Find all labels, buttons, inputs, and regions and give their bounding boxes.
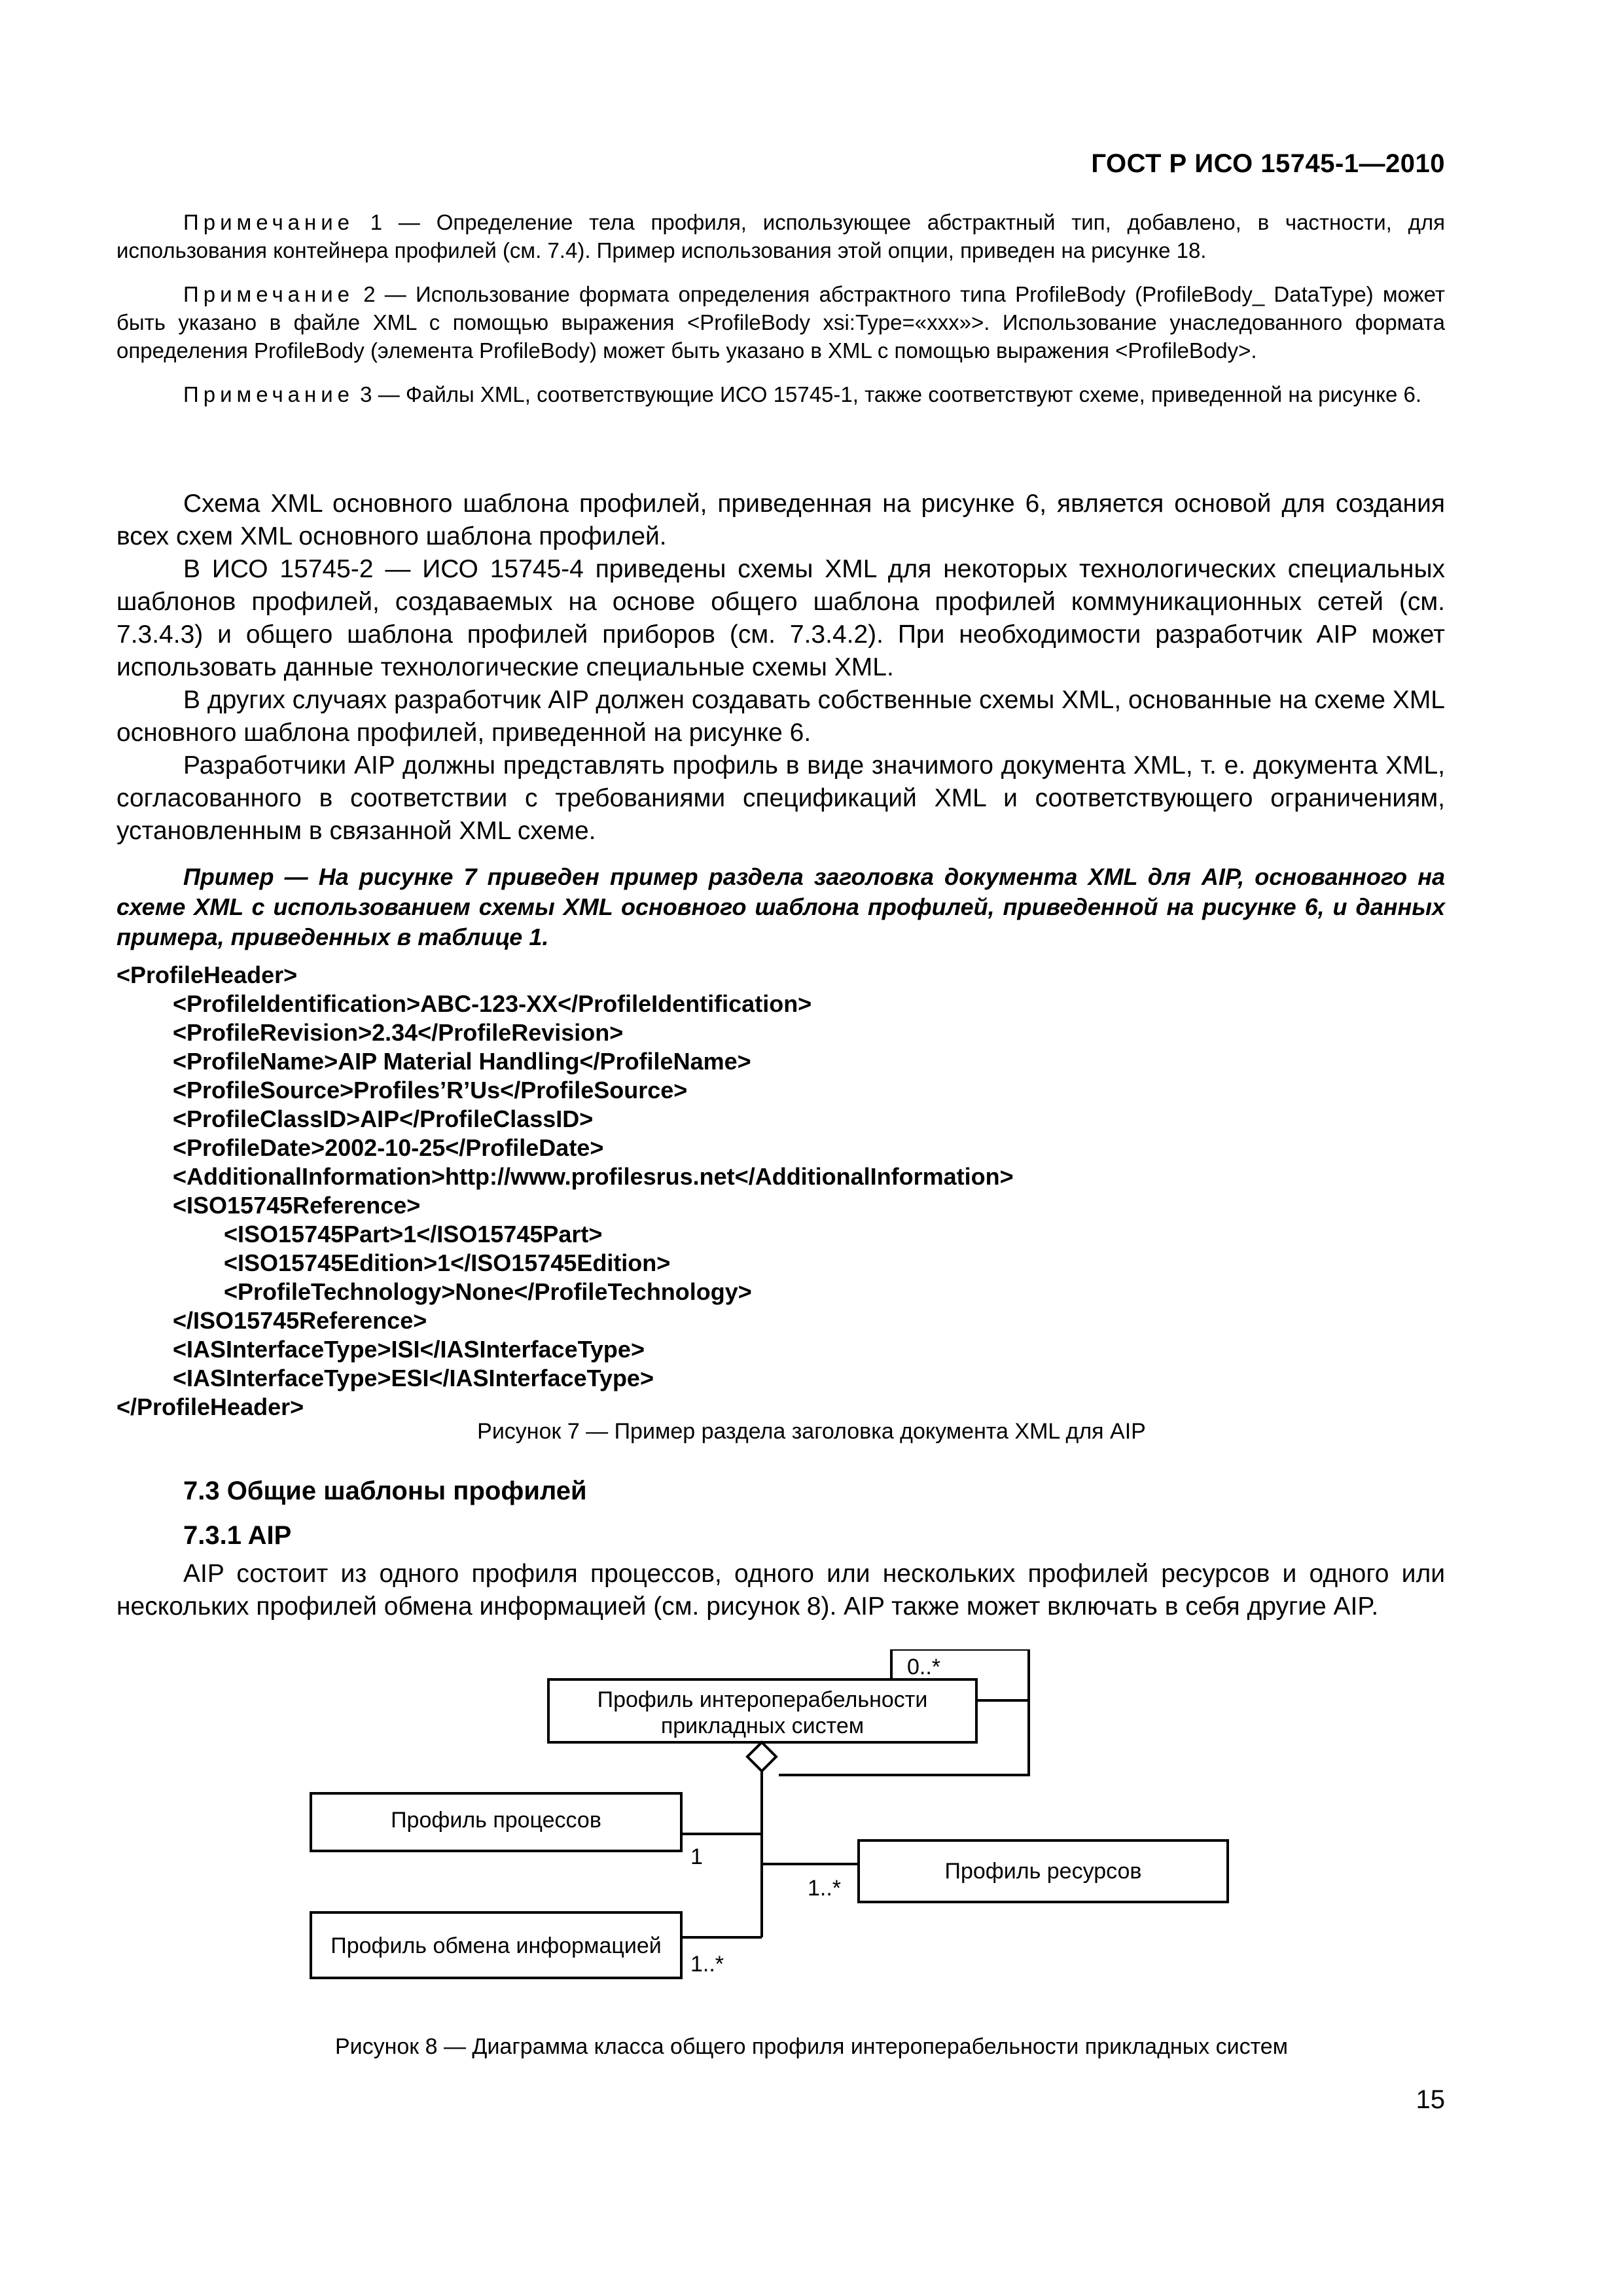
- xml-line: <AdditionalInformation>http://www.profilesrus.net</AdditionalInformation>: [173, 1163, 1014, 1190]
- info-multiplicity: 1..*: [690, 1952, 724, 1977]
- xml-line: <ProfileIdentification>ABC-123-XX</ProfileIdentification>: [173, 990, 812, 1017]
- paragraph: В других случаях разработчик AIP должен создавать собственные схемы XML, основанные на схеме XML основного шаблона профилей, приведенной на рисунке 6.: [116, 686, 1445, 747]
- note-label: Примечание: [183, 382, 355, 406]
- aip-box-label-2: прикладных систем: [660, 1713, 865, 1738]
- note-text: 3 — Файлы XML, соответствующие ИСО 15745-1, также соответствуют схеме, приведенной на рисунке 6.: [354, 382, 1422, 406]
- xml-line: <ISO15745Reference>: [173, 1192, 421, 1219]
- section-heading-7-3-1: 7.3.1 AIP: [183, 1521, 292, 1550]
- section-7-3-1-body: [116, 1558, 1445, 1623]
- xml-code-block: [116, 961, 1014, 1422]
- note-1: [116, 208, 1445, 264]
- note-text: 1 — Определение тела профиля, использующее абстрактный тип, добавлено, в частности, для использования контейнера профилей (см. 7.4). Пример использования этой опции, приведен на рисунке 18.: [116, 210, 1445, 262]
- process-multiplicity: 1: [690, 1844, 703, 1869]
- xml-line: <ISO15745Part>1</ISO15745Part>: [224, 1221, 603, 1247]
- example-paragraph: Пример — На рисунке 7 приведен пример раздела заголовка документа XML для AIP, основанного на схеме XML с использованием схемы XML основного шаблона профилей, приведенной на рисунке 6, и данных примера, приведенных в таблице 1.: [116, 863, 1445, 950]
- aggregation-diamond-icon: [747, 1742, 776, 1771]
- paragraph: Разработчики AIP должны представлять профиль в виде значимого документа XML, т. е. документа XML, согласованного в соответствии с требованиями спецификаций XML и соответствующего ограничениям, установленным в связанной XML схеме.: [116, 751, 1445, 845]
- xml-line: <ProfileClassID>AIP</ProfileClassID>: [173, 1105, 594, 1132]
- resource-box-label: Профиль ресурсов: [944, 1859, 1142, 1884]
- xml-line: <ProfileRevision>2.34</ProfileRevision>: [173, 1019, 624, 1046]
- self-multiplicity: 0..*: [907, 1655, 941, 1679]
- paragraph: AIP состоит из одного профиля процессов, одного или нескольких профилей ресурсов и одного или нескольких профилей обмена информацией (см. рисунок 8). AIP также может включать в себя другие AIP.: [116, 1560, 1445, 1621]
- note-label: Примечание: [183, 210, 355, 234]
- main-text-block: [116, 488, 1445, 952]
- page-number: 15: [1416, 2085, 1445, 2114]
- figure-8-caption: Рисунок 8 — Диаграмма класса общего профиля интероперабельности прикладных систем: [334, 2034, 1289, 2059]
- process-box-label: Профиль процессов: [391, 1808, 601, 1833]
- xml-line: <IASInterfaceType>ISI</IASInterfaceType>: [173, 1336, 645, 1363]
- section-heading-7-3: 7.3 Общие шаблоны профилей: [183, 1477, 587, 1505]
- aip-box-label-1: Профиль интероперабельности: [597, 1687, 928, 1712]
- note-text: 2 — Использование формата определения абстрактного типа ProfileBody (ProfileBody_ DataType) может быть указано в файле XML с помощью выражения <ProfileBody xsi:Type=«xxx»>. Использование унаследованного формата определения ProfileBody (элемента ProfileBody) может быть указано в XML с помощью выражения <ProfileBody>.: [116, 282, 1445, 363]
- notes-block: [116, 208, 1445, 424]
- info-box-label: Профиль обмена информацией: [330, 1933, 662, 1958]
- page-header-standard: ГОСТ Р ИСО 15745-1—2010: [1091, 149, 1445, 178]
- xml-line: </ISO15745Reference>: [173, 1307, 427, 1334]
- xml-line: <ProfileHeader>: [116, 961, 298, 988]
- note-label: Примечание: [183, 282, 355, 306]
- xml-line: <ISO15745Edition>1</ISO15745Edition>: [224, 1249, 671, 1276]
- xml-line: <ProfileTechnology>None</ProfileTechnology>: [224, 1278, 752, 1305]
- paragraph: В ИСО 15745-2 — ИСО 15745-4 приведены схемы XML для некоторых технологических специальных шаблонов профилей, создаваемых на основе общего шаблона профилей коммуникационных сетей (см. 7.3.4.3) и общего шаблона профилей приборов (см. 7.3.4.2). При необходимости разработчик AIP может использовать данные технологические специальные схемы XML.: [116, 555, 1445, 681]
- note-3: [116, 380, 1445, 408]
- paragraph: Схема XML основного шаблона профилей, приведенная на рисунке 6, является основой для создания всех схем XML основного шаблона профилей.: [116, 490, 1445, 550]
- xml-line: </ProfileHeader>: [116, 1393, 304, 1420]
- figure-7-caption: Рисунок 7 — Пример раздела заголовка документа XML для AIP: [477, 1419, 1146, 1444]
- xml-line: <IASInterfaceType>ESI</IASInterfaceType>: [173, 1365, 654, 1391]
- note-2: [116, 280, 1445, 365]
- resource-multiplicity: 1..*: [808, 1876, 842, 1901]
- xml-line: <ProfileDate>2002-10-25</ProfileDate>: [173, 1134, 604, 1161]
- xml-line: <ProfileSource>Profiles’R’Us</ProfileSource>: [173, 1077, 688, 1103]
- xml-line: <ProfileName>AIP Material Handling</ProfileName>: [173, 1048, 751, 1075]
- class-diagram: [0, 1649, 1623, 2016]
